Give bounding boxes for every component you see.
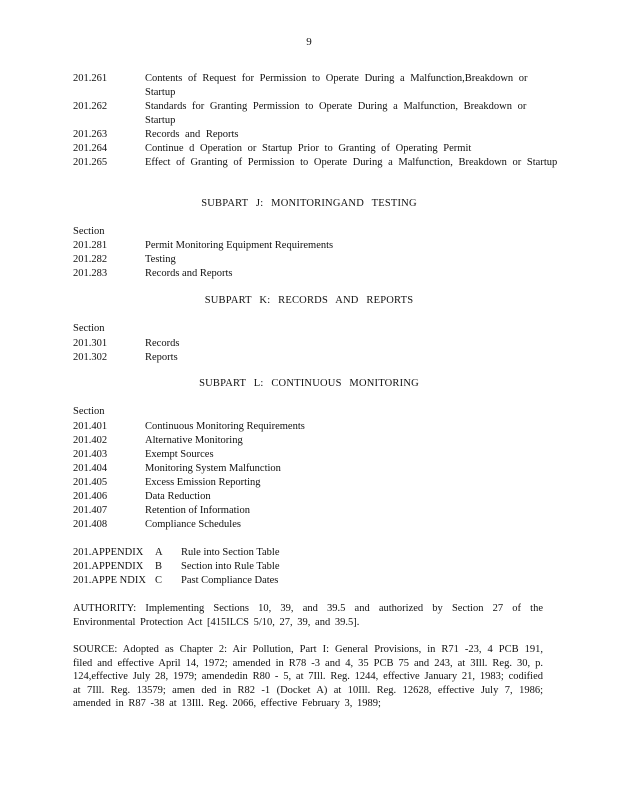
authority-paragraph: AUTHORITY: Implementing Sections 10, 39, and 39.5 and authorized by Section 27 of the Environmental Protection Act [415ILCS 5/10, 27, 39, and 39.5]. [73,603,543,628]
section-number: 201.401 [73,421,108,432]
toc-entry [73,420,305,434]
section-title: Compliance Schedules [145,519,241,530]
section-title: Retention of Information [145,505,250,516]
section-number: 201.403 [73,449,108,460]
toc-entry [73,142,145,156]
appendix-title: Past Compliance Dates [181,575,279,586]
section-number: 201.262 [73,101,108,112]
section-title: Effect of Granting of Permission to Operate During a Malfunction, Breakdown or Startup [145,157,558,168]
appendix-title: Rule into Section Table [181,547,280,558]
section-label: Section [73,406,105,417]
section-title: Continuous Monitoring Requirements [145,421,305,432]
section-number: 201.405 [73,477,108,488]
appendix-number: 201.APPENDIX [73,547,144,558]
section-title: Exempt Sources [145,449,214,460]
section-number: 201.261 [73,73,108,84]
appendix-letter: C [155,575,163,586]
appendix-letter: A [155,547,163,558]
section-title: Records and Reports [145,268,233,279]
section-number: 201.281 [73,240,108,251]
toc-entry [73,267,232,281]
subpart-k-heading: SUBPART K: RECORDS AND REPORTS [204,295,414,306]
section-number: 201.407 [73,505,108,516]
toc-entry [73,156,145,170]
toc-entry [73,128,145,142]
section-title: Records and Reports [145,129,239,140]
section-title: Excess Emission Reporting [145,477,261,488]
section-number: 201.408 [73,519,108,530]
toc-entry [73,239,333,253]
toc-entry [73,476,261,490]
section-title: Data Reduction [145,491,211,502]
section-title: Continue d Operation or Startup Prior to Granting of Operating Permit [145,143,472,154]
section-number: 201.265 [73,157,108,168]
appendix-number: 201.APPE NDIX [73,575,146,586]
section-title: Alternative Monitoring [145,435,243,446]
appendix-letter: B [155,561,163,572]
appendix-entry [73,546,280,560]
section-title: Permit Monitoring Equipment Requirements [145,240,334,251]
subpart-j-heading: SUBPART J: MONITORINGAND TESTING [201,198,417,209]
toc-entry [73,490,211,504]
toc-entry [73,462,281,476]
section-number: 201.301 [73,338,108,349]
section-title: Standards for Granting Permission to Operate During a Malfunction, Breakdown or Startup [145,101,527,126]
section-number: 201.402 [73,435,108,446]
toc-entry [73,337,179,351]
subpart-l-heading: SUBPART L: CONTINUOUS MONITORING [199,378,419,389]
section-number: 201.404 [73,463,108,474]
toc-entry [73,518,241,532]
toc-entry [73,253,176,267]
section-number: 201.263 [73,129,108,140]
section-number: 201.302 [73,352,108,363]
section-title: Records [145,338,180,349]
section-title: Monitoring System Malfunction [145,463,281,474]
appendix-number: 201.APPENDIX [73,561,144,572]
toc-entry [73,351,178,365]
toc-entry [73,100,145,114]
section-title: Testing [145,254,176,265]
section-title: Contents of Request for Permission to Operate During a Malfunction,Breakdown or Startup [145,73,528,98]
toc-entry [73,448,214,462]
source-paragraph: SOURCE: Adopted as Chapter 2: Air Pollution, Part I: General Provisions, in R71 -23, 4 PCB 191, filed and effective April 14, 1972; amended in R78 -3 and 4, 35 PCB 75 and 243, at 3Ill. Reg. 30, p. 124,effective July 28, 1979; amendedin R80 - 5, at 7Ill. Reg. 1244, effective January 21, 1983; codified at 7Ill. Reg. 13579; amen ded in R82 -1 (Docket A) at 10Ill. Reg. 12628, effective July 7, 1986; amended in R87 -38 at 13Ill. Reg. 2066, effective February 3, 1989; [73,644,543,710]
section-number: 201.406 [73,491,108,502]
section-number: 201.282 [73,254,108,265]
section-label: Section [73,323,105,334]
appendix-entry [73,574,278,588]
toc-entry [73,504,250,518]
section-label: Section [73,226,105,237]
toc-entry [73,434,243,448]
appendix-title: Section into Rule Table [181,561,280,572]
section-title: Reports [145,352,178,363]
section-number: 201.283 [73,268,108,279]
appendix-entry [73,560,280,574]
toc-entry [73,72,145,86]
section-number: 201.264 [73,143,108,154]
page-number: 9 [306,36,312,48]
